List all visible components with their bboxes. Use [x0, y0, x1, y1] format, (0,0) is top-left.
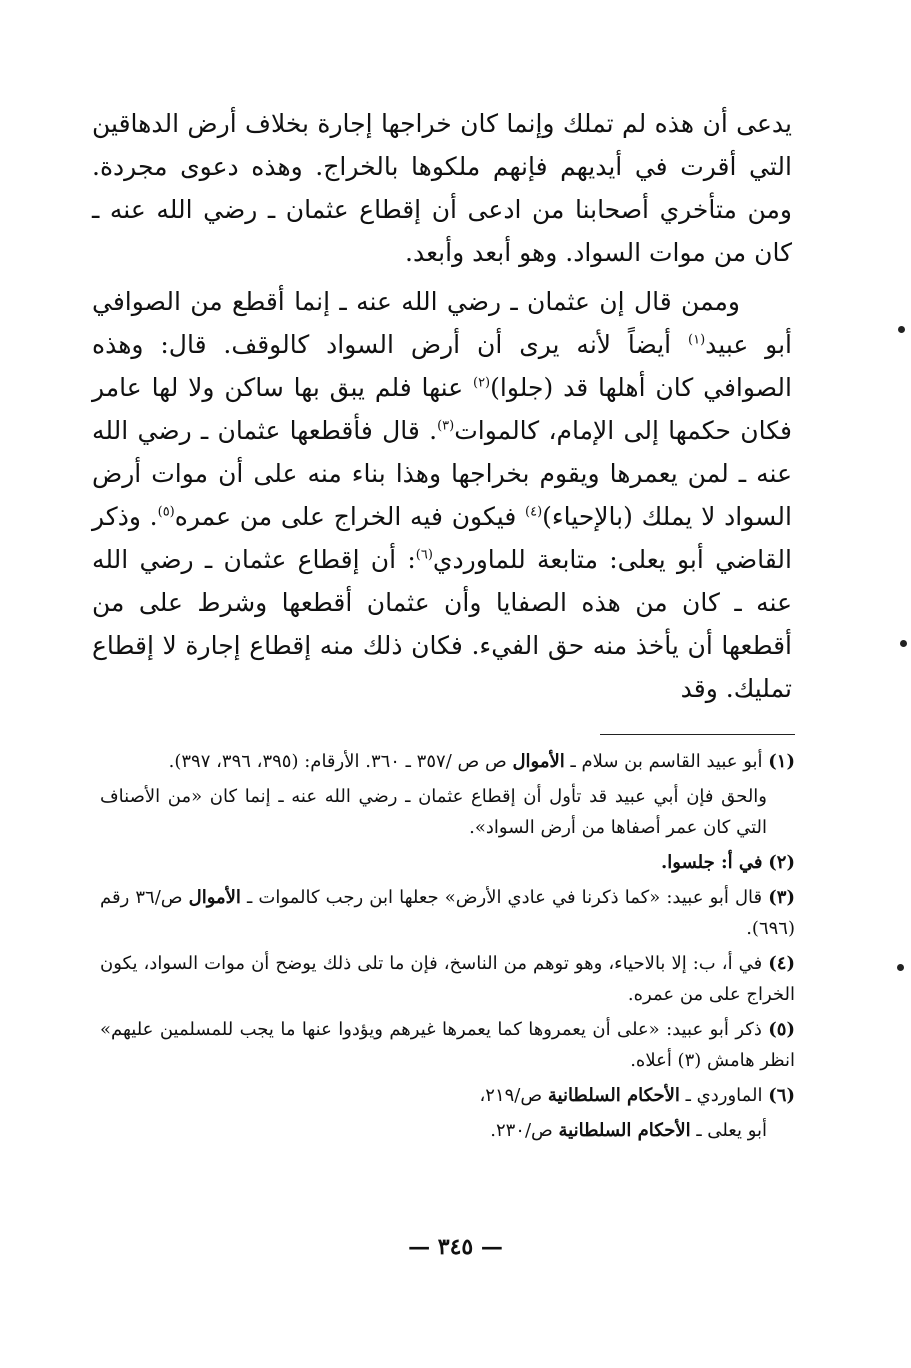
- text-segment: عنها فلم يبق بها ساكن ولا لها عامر فكان حكمها إلى الإمام، كالموات: [92, 373, 792, 445]
- footnote-ref-5[interactable]: (٥): [157, 504, 175, 520]
- book-title: الأحكام السلطانية: [547, 1085, 680, 1106]
- footnote-ref-2[interactable]: (٢): [472, 375, 491, 391]
- text-segment: وممن قال إن عثمان ـ رضي الله عنه ـ إنما أقطع من الصوافي أبو عبيد: [92, 287, 792, 359]
- footnote-text: في أ: جلسوا.: [661, 852, 763, 873]
- book-title: الأموال: [188, 887, 241, 908]
- footnote-number: (٥): [768, 1019, 795, 1040]
- main-text: [92, 102, 792, 716]
- footnote-ref-3[interactable]: (٣): [437, 418, 455, 434]
- footnote-3: [100, 882, 795, 944]
- text-segment: فيكون فيه الخراج على من عمره: [174, 502, 526, 531]
- paragraph-2: [92, 280, 792, 710]
- margin-mark: [898, 326, 905, 333]
- footnote-text: ص/٢١٩،: [479, 1085, 548, 1106]
- footnote-1-continued: والحق فإن أبي عبيد قد تأول أن إقطاع عثمان ـ رضي الله عنه ـ إنما كان «من الأصناف التي كان عمر أصفاها من أرض السواد».: [100, 786, 767, 838]
- paragraph-1: يدعى أن هذه لم تملك وإنما كان خراجها إجارة بخلاف أرض الدهاقين التي أقرت في أيديهم فإنهم ملكوها بالخراج. وهذه دعوى مجردة. ومن متأخري أصحابنا من ادعى أن إقطاع عثمان ـ رضي الله عنه ـ كان من موات السواد. وهو أبعد وأبعد.: [92, 109, 792, 267]
- footnote-ref-4[interactable]: (٤): [525, 504, 543, 520]
- text-segment: . قال فأقطعها عثمان ـ رضي الله عنه ـ لمن يعمرها ويقوم بخراجها وهذا بناء منه على أن موات أرض السواد لا يملك (بالإحياء): [92, 416, 792, 531]
- footnote-text: أبو عبيد القاسم بن سلام ـ: [564, 751, 763, 772]
- footnote-text: الماوردي ـ: [679, 1085, 763, 1106]
- text-segment: . وذكر القاضي أبو يعلى: متابعة للماوردي: [92, 502, 792, 574]
- footnote-number: (٦): [768, 1085, 795, 1106]
- footnote-6-continued: [100, 1115, 795, 1146]
- book-title: الأحكام السلطانية: [558, 1120, 691, 1141]
- footnote-number: (٣): [768, 887, 795, 908]
- footnote-4: [100, 948, 795, 1010]
- page-number: — ٣٤٥ —: [408, 1234, 503, 1260]
- footnote-text: ص ص /٣٥٧ ـ ٣٦٠. الأرقام: (٣٩٥، ٣٩٦، ٣٩٧).: [168, 751, 513, 772]
- footnote-6: [100, 1080, 795, 1111]
- footnote-2: [100, 847, 795, 878]
- footnote-ref-1[interactable]: (١): [688, 332, 706, 348]
- book-title: الأموال: [512, 751, 565, 772]
- footnote-number: (١): [768, 751, 795, 772]
- footnote-text: ص/٣٦ رقم (٦٩٦).: [100, 887, 795, 939]
- margin-mark: [897, 964, 904, 971]
- margin-mark: [900, 640, 907, 647]
- footnote-separator: [600, 734, 795, 735]
- footnotes: [100, 746, 795, 1150]
- footnote-text: ذكر أبو عبيد: «على أن يعمروها كما يعمرها غيرهم ويؤدوا عنها ما يجب للمسلمين عليهم» انظر هامش (٣) أعلاه.: [100, 1019, 795, 1071]
- footnote-number: (٤): [768, 953, 795, 974]
- footnote-text: أبو يعلى ـ: [690, 1120, 767, 1141]
- footnote-text: قال أبو عبيد: «كما ذكرنا في عادي الأرض» جعلها ابن رجب كالموات ـ: [240, 887, 763, 908]
- footnote-5: [100, 1014, 795, 1076]
- footnote-text: في أ، ب: إلا بالاحياء، وهو توهم من الناسخ، فإن ما تلى ذلك يوضح أن موات السواد، يكون الخراج على من عمره.: [100, 953, 795, 1005]
- footnote-text: ص/٢٣٠.: [490, 1120, 559, 1141]
- text-segment: : أن إقطاع عثمان ـ رضي الله عنه ـ كان من هذه الصفايا وأن عثمان أقطعها وشرط على من أقطعها أن يأخذ منه حق الفيء. فكان ذلك منه إقطاع إجارة لا إقطاع تمليك. وقد: [92, 545, 792, 703]
- footnote-ref-6[interactable]: (٦): [415, 547, 433, 563]
- text-segment: أيضاً لأنه يرى أن أرض السواد كالوقف. قال: وهذه الصوافي كان أهلها قد (جلوا): [92, 330, 792, 402]
- footnote-1: [100, 746, 795, 777]
- footnote-number: (٢): [768, 852, 795, 873]
